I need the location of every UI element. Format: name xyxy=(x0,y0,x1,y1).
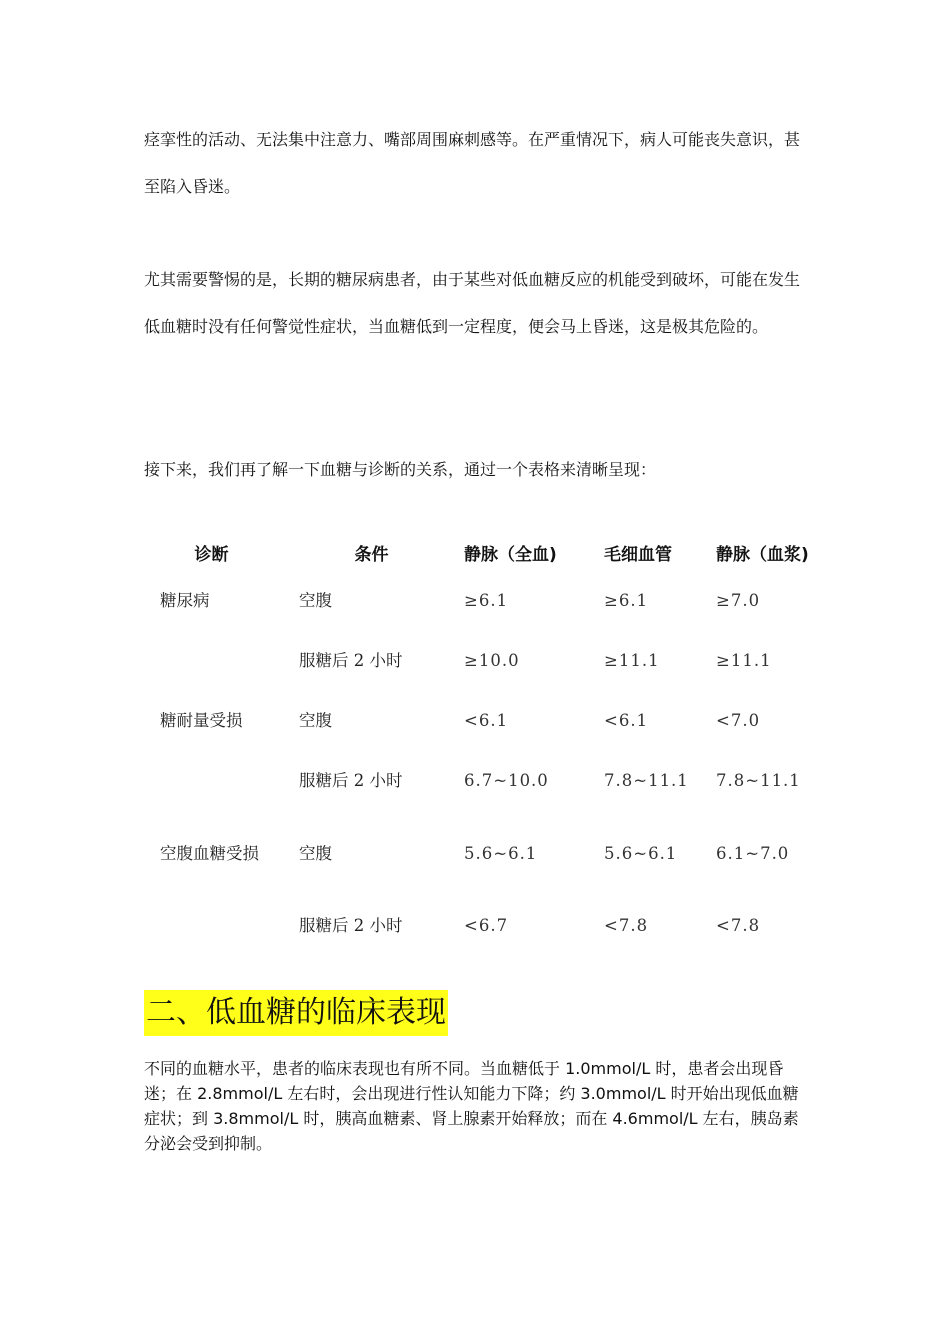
cell-diagnosis: 空腹血糖受损 xyxy=(160,843,259,863)
table-row xyxy=(144,624,834,697)
cell-capillary: ≥11.1 xyxy=(604,651,660,670)
cell-venous-whole: <6.1 xyxy=(464,711,509,730)
cell-capillary: ≥6.1 xyxy=(604,591,649,610)
header-condition: 条件 xyxy=(354,544,389,565)
cell-venous-plasma: 7.8~11.1 xyxy=(716,771,801,790)
header-capillary: 毛细血管 xyxy=(604,544,672,565)
paragraph-symptoms: 痉挛性的活动、无法集中注意力、嘴部周围麻刺感等。在严重情况下，病人可能丧失意识，甚至陷入昏迷。 xyxy=(144,130,801,196)
cell-condition: 服糖后 2 小时 xyxy=(299,915,403,935)
paragraph-clinical: 不同的血糖水平，患者的临床表现也有所不同。当血糖低于 1.0mmol/L 时，患者会出现昏迷；在 2.8mmol/L 左右时，会出现进行性认知能力下降；约 3.0mmol/L 时开始出现低血糖症状；到 3.8mmol/L 时，胰高血糖素、肾上腺素开始释放；而在 4.6mmol/L 左右，胰岛素分泌会受到抑制。 xyxy=(144,1059,799,1153)
cell-venous-whole: ≥10.0 xyxy=(464,651,520,670)
cell-venous-whole: 5.6~6.1 xyxy=(464,843,538,863)
cell-venous-plasma: ≥7.0 xyxy=(716,591,761,610)
cell-venous-plasma: <7.0 xyxy=(716,711,761,730)
header-venous-plasma: 静脉（血浆) xyxy=(716,544,809,565)
cell-venous-plasma: 6.1~7.0 xyxy=(716,843,790,863)
cell-diagnosis: 糖尿病 xyxy=(160,591,210,610)
table-row xyxy=(144,889,834,961)
paragraph-warning: 尤其需要警惕的是，长期的糖尿病患者，由于某些对低血糖反应的机能受到破坏，可能在发生低血糖时没有任何警觉性症状，当血糖低到一定程度，便会马上昏迷，这是极其危险的。 xyxy=(144,270,801,336)
cell-capillary: <7.8 xyxy=(604,915,649,935)
cell-venous-whole: ≥6.1 xyxy=(464,591,509,610)
cell-venous-plasma: ≥11.1 xyxy=(716,651,772,670)
cell-condition: 服糖后 2 小时 xyxy=(299,771,403,790)
section-heading: 二、低血糖的临床表现 xyxy=(144,990,448,1036)
cell-condition: 空腹 xyxy=(299,711,332,730)
cell-condition: 服糖后 2 小时 xyxy=(299,651,403,670)
cell-condition: 空腹 xyxy=(299,591,332,610)
cell-diagnosis xyxy=(144,744,279,817)
header-diagnosis: 诊断 xyxy=(194,544,229,565)
header-venous-whole: 静脉（全血) xyxy=(464,544,557,565)
table-header-row xyxy=(144,527,834,577)
cell-venous-whole: <6.7 xyxy=(464,915,509,935)
table-row xyxy=(144,744,834,817)
cell-capillary: 7.8~11.1 xyxy=(604,771,689,790)
cell-venous-plasma: <7.8 xyxy=(716,915,761,935)
paragraph-table-intro: 接下来，我们再了解一下血糖与诊断的关系，通过一个表格来清晰呈现： xyxy=(144,460,657,479)
cell-diagnosis xyxy=(144,889,279,961)
cell-condition: 空腹 xyxy=(299,843,332,863)
table-row xyxy=(144,577,834,624)
table-row xyxy=(144,697,834,744)
cell-capillary: <6.1 xyxy=(604,711,649,730)
table-row xyxy=(144,817,834,889)
cell-capillary: 5.6~6.1 xyxy=(604,843,678,863)
cell-diagnosis xyxy=(144,624,279,697)
diagnosis-table xyxy=(144,527,834,961)
cell-venous-whole: 6.7~10.0 xyxy=(464,771,549,790)
cell-diagnosis: 糖耐量受损 xyxy=(160,711,243,730)
